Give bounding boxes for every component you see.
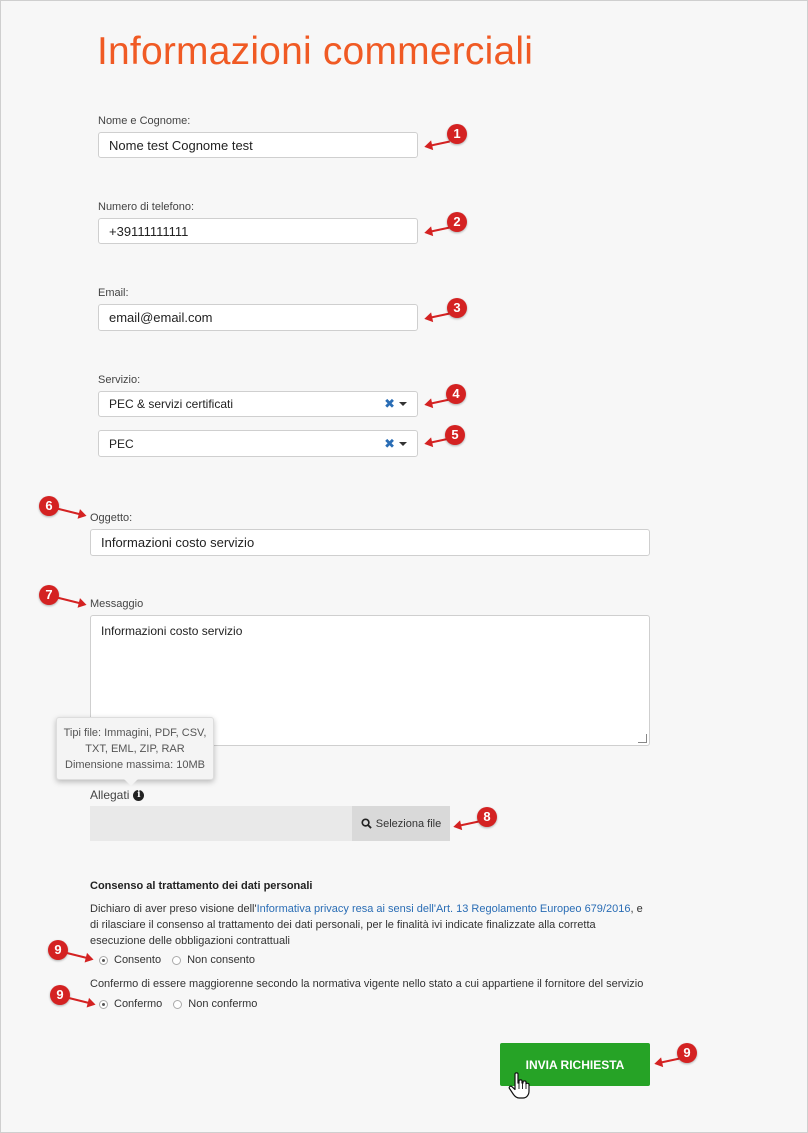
annotation-badge-1: 1 (447, 124, 467, 144)
consent-text-pre: Dichiaro di aver preso visione dell' (90, 903, 257, 915)
age-no-label[interactable]: Non confermo (188, 998, 258, 1010)
age-no-radio[interactable] (173, 1000, 182, 1009)
chevron-down-icon[interactable] (399, 402, 407, 406)
email-label: Email: (98, 287, 129, 299)
attachments-label: Allegati (90, 788, 130, 802)
submit-label: INVIA RICHIESTA (525, 1057, 625, 1072)
service-label: Servizio: (98, 374, 141, 386)
consent-yes-radio[interactable] (99, 956, 108, 965)
privacy-link[interactable]: Informativa privacy resa ai sensi dell'Art. 13 Regolamento Europeo 679/2016 (256, 903, 631, 915)
file-path-field[interactable] (90, 806, 352, 841)
annotation-badge-6: 6 (39, 496, 59, 516)
annotation-badge-3: 3 (447, 298, 467, 318)
consent-radio-group (99, 954, 255, 966)
consent-text-line: esecuzione delle obbligazioni contrattuali (90, 935, 290, 947)
consent-yes-label[interactable]: Consento (114, 954, 162, 966)
tooltip-arrow (124, 779, 138, 786)
age-text: Confermo di essere maggiorenne secondo la normativa vigente nello stato a cui appartiene il fornitore del servizio (90, 978, 644, 990)
consent-heading: Consenso al trattamento dei dati personali (90, 880, 313, 892)
attachments-label-row (90, 788, 144, 802)
annotation-badge-5: 5 (445, 425, 465, 445)
select-file-label: Seleziona file (375, 817, 442, 830)
select-file-button[interactable] (352, 806, 450, 841)
resize-handle[interactable] (638, 734, 647, 743)
age-radio-group (99, 998, 257, 1010)
info-icon[interactable]: i (133, 790, 144, 801)
consent-text-post: , e (630, 903, 643, 915)
page-title: Informazioni commerciali (97, 30, 534, 73)
name-value: Nome test Cognome test (109, 137, 253, 153)
phone-label: Numero di telefono: (98, 201, 194, 213)
name-input[interactable] (98, 132, 418, 158)
phone-input[interactable] (98, 218, 418, 244)
service-value: PEC & servizi certificati (109, 397, 234, 411)
message-value: Informazioni costo servizio (101, 624, 243, 638)
message-label: Messaggio (90, 598, 144, 610)
annotation-badge-9a: 9 (48, 940, 68, 960)
subservice-select[interactable] (98, 430, 418, 457)
subject-value: Informazioni costo servizio (101, 535, 255, 550)
subject-label: Oggetto: (90, 512, 133, 524)
age-yes-label[interactable]: Confermo (114, 998, 163, 1010)
annotation-badge-9c: 9 (677, 1043, 697, 1063)
consent-paragraph (90, 901, 650, 949)
name-label: Nome e Cognome: (98, 115, 191, 127)
clear-icon[interactable]: ✖ (384, 435, 395, 451)
chevron-down-icon[interactable] (399, 442, 407, 446)
annotation-badge-7: 7 (39, 585, 59, 605)
file-info-tooltip (56, 717, 214, 780)
consent-text-line: di rilasciare il consenso al trattamento dei dati personali, per le finalità ivi indicate finalizzate alla corretta (90, 919, 596, 931)
annotation-badge-9b: 9 (50, 985, 70, 1005)
annotation-badge-8: 8 (477, 807, 497, 827)
tooltip-line: Tipi file: Immagini, PDF, CSV, (63, 727, 207, 739)
age-yes-radio[interactable] (99, 1000, 108, 1009)
service-select[interactable] (98, 391, 418, 417)
subject-input[interactable] (90, 529, 650, 556)
annotation-badge-4: 4 (446, 384, 466, 404)
consent-no-label[interactable]: Non consento (187, 954, 255, 966)
consent-no-radio[interactable] (172, 956, 181, 965)
hand-cursor-icon (508, 1072, 530, 1100)
subservice-value: PEC (109, 436, 134, 451)
email-input[interactable] (98, 304, 418, 331)
email-value: email@email.com (109, 310, 213, 325)
annotation-badge-2: 2 (447, 212, 467, 232)
tooltip-line: Dimensione massima: 10MB (65, 759, 205, 771)
tooltip-line: TXT, EML, ZIP, RAR (85, 743, 185, 755)
search-icon (361, 818, 372, 829)
phone-value: +39111111111 (109, 223, 189, 239)
clear-icon[interactable]: ✖ (384, 396, 395, 411)
